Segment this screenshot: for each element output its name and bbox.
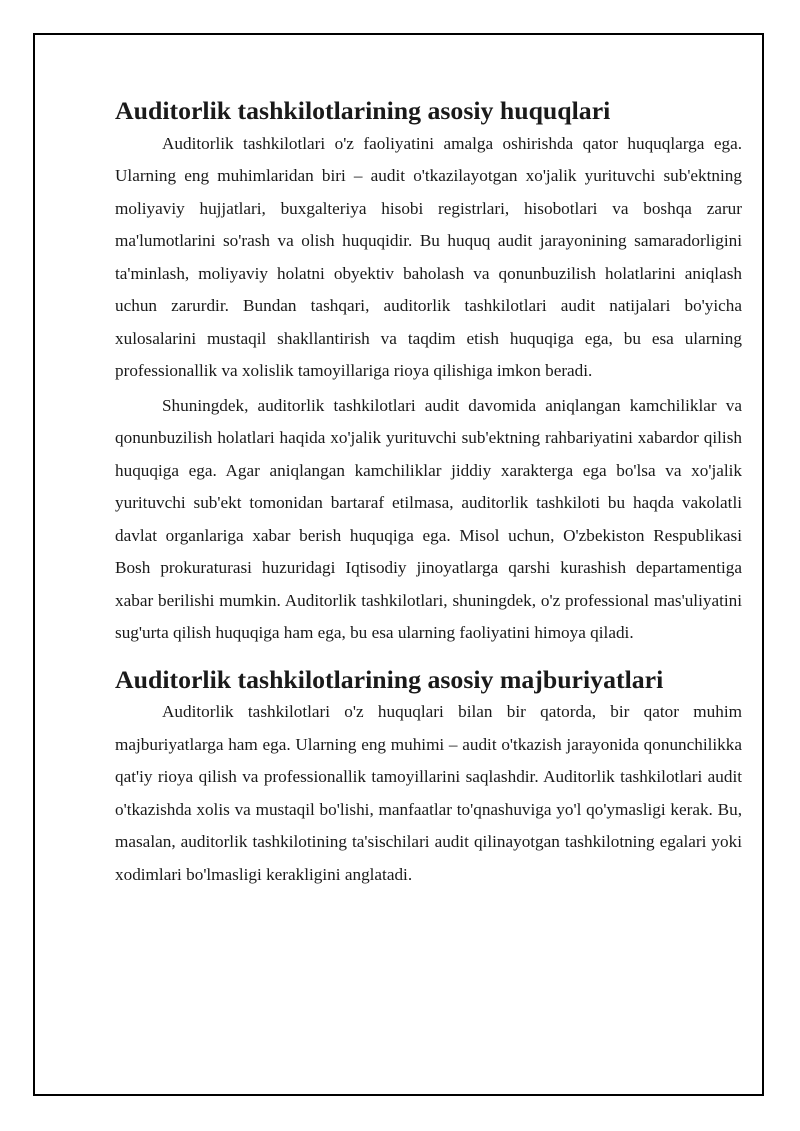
paragraph-rights-1: Auditorlik tashkilotlari o'z faoliyatini amalga oshirishda qator huquqlarga ega. Ularning eng muhimlaridan biri – audit o'tkazilayotgan xo'jalik yurituvchi sub'ektning moliyaviy hujjatlari, buxgalteriya hisobi registrlari, hisobotlari va boshqa zarur ma'lumotlarini so'rash va olish huquqidir. Bu huquq audit jarayonining samaradorligini ta'minlash, moliyaviy holatni obyektiv baholash va qonunbuzilish holatlarini aniqlash uchun zarurdir. Bundan tashqari, auditorlik tashkilotlari audit natijalari bo'yicha xulosalarini mustaqil shakllantirish va taqdim etish huquqiga ega, bu esa ularning professionallik va xolislik tamoyillariga rioya qilishiga imkon beradi.: [115, 133, 742, 380]
paragraph-obligations-1: Auditorlik tashkilotlari o'z huquqlari bilan bir qatorda, bir qator muhim majburiyatlarga ham ega. Ularning eng muhimi – audit o'tkazish jarayonida qonunchilikka qat'iy rioya qilish va professionallik tamoyillarini saqlashdir. Auditorlik tashkilotlari audit o'tkazishda xolis va mustaqil bo'lishi, manfaatlar to'qnashuviga yo'l qo'ymasligi kerak. Bu, masalan, auditorlik tashkilotining ta'sischilari audit qilinayotgan tashkilotning egalari yoki xodimlari bo'lmasligi kerakligini anglatadi.: [115, 702, 742, 884]
document-body: [115, 95, 742, 891]
section-heading-rights: Auditorlik tashkilotlarining asosiy huquqlari: [115, 96, 611, 125]
paragraph-rights-2: Shuningdek, auditorlik tashkilotlari audit davomida aniqlangan kamchiliklar va qonunbuzilish holatlari haqida xo'jalik yurituvchi sub'ektning rahbariyatini xabardor qilish huquqiga ega. Agar aniqlangan kamchiliklar jiddiy xarakterga ega bo'lsa va xo'jalik yurituvchi sub'ekt tomonidan bartaraf etilmasa, auditorlik tashkiloti bu haqda vakolatli davlat organlariga xabar berish huquqiga ega. Misol uchun, O'zbekiston Respublikasi Bosh prokuraturasi huzuridagi Iqtisodiy jinoyatlarga qarshi kurashish departamentiga xabar berilishi mumkin. Auditorlik tashkilotlari, shuningdek, o'z professional mas'uliyatini sug'urta qilish huquqiga ham ega, bu esa ularning faoliyatini himoya qiladi.: [115, 395, 742, 642]
section-heading-obligations: Auditorlik tashkilotlarining asosiy majburiyatlari: [115, 664, 664, 694]
